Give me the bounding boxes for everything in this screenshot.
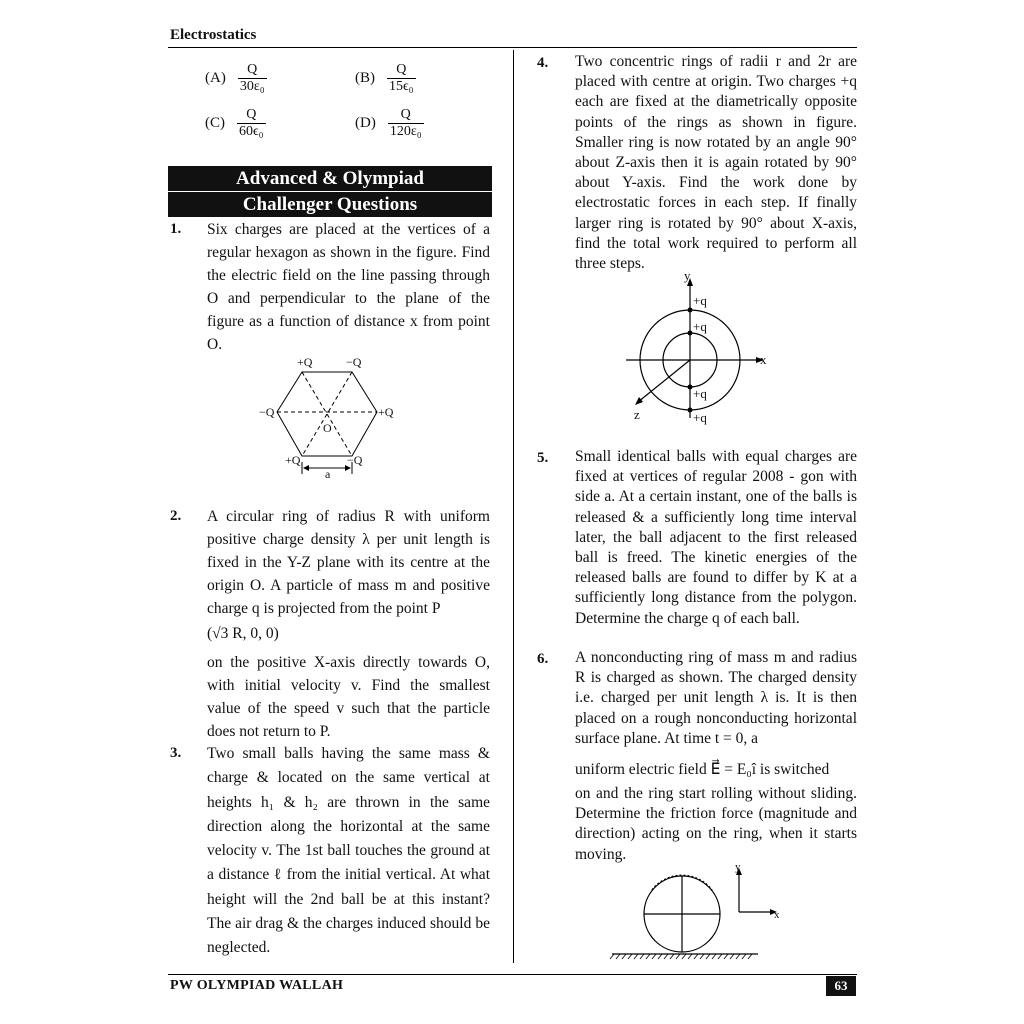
question-3-text: Two small balls having the same mass & charge & located on the same vertical at heights h₁ & h₂ are thrown in the same direction along the horizontal at the same velocity v. The 1st ball touches the ground at a distance ℓ from the initial vertical. At what height will the 2nd ball be at this instant? The air drag & the charges induced should be neglected. <box>207 745 490 957</box>
footer-brand: PW OLYMPIAD WALLAH <box>170 978 344 993</box>
option-a <box>205 62 267 95</box>
option-a-denominator: 30ε₀ <box>239 79 265 94</box>
option-d-fraction <box>388 107 424 140</box>
hexagon-figure <box>255 352 405 482</box>
column-divider <box>513 50 514 963</box>
question-2-point: (√3 R, 0, 0) <box>207 625 279 642</box>
section-banner-line2: Challenger Questions <box>168 192 492 217</box>
option-c-label: (C) <box>205 115 225 131</box>
x-axis-label: x <box>760 352 767 367</box>
charge-inner-bottom: +q <box>693 386 707 401</box>
question-2-text-2: on the positive X-axis directly towards O, with initial velocity v. Find the smallest value of the speed v such that the particle does not return to P. <box>207 654 490 740</box>
header-rule <box>168 47 857 48</box>
option-b-label: (B) <box>355 70 375 86</box>
option-b-fraction <box>387 62 416 95</box>
side-length-label: a <box>325 467 331 481</box>
hexagon-diagonals <box>277 372 377 456</box>
question-5-number: 5. <box>537 450 549 466</box>
option-a-label: (A) <box>205 70 226 86</box>
center-label-o: O <box>323 421 332 435</box>
question-6-number: 6. <box>537 651 549 667</box>
question-2-number: 2. <box>170 508 182 524</box>
charge-right: +Q <box>378 405 394 419</box>
question-6-text-2: uniform electric field E⃗ = E₀î is switched <box>575 761 830 778</box>
option-c-denominator: 60ϵ₀ <box>239 124 264 139</box>
question-1-number: 1. <box>170 221 182 237</box>
fig-y-label: y <box>735 862 741 873</box>
concentric-rings-figure <box>620 268 780 428</box>
question-6-text-3: on and the ring start rolling without sliding. Determine the friction force (magnitude and direction) acting on the ring, when it starts moving. <box>575 785 857 863</box>
option-d <box>355 107 424 140</box>
option-c-fraction <box>237 107 266 140</box>
charged-ring-figure <box>608 862 788 962</box>
section-banner-line1: Advanced & Olympiad <box>168 166 492 191</box>
option-d-label: (D) <box>355 115 376 131</box>
charge-top-right: −Q <box>346 355 362 369</box>
question-4-text: Two concentric rings of radii r and 2r are placed with centre at origin. Two charges +q each are fixed at the diametrically opposite points of the rings as shown in figure. Smaller ring is now rotated by an angle 90° about Z-axis then it is again rotated by 90° about Y-axis. Find the work done by electrostatic forces in each step. If finally larger ring is rotated by 90° about X-axis, find the total work required to perform all three steps. <box>575 53 857 273</box>
option-c-numerator: Q <box>237 107 266 124</box>
question-3-number: 3. <box>170 745 182 761</box>
y-axis-label: y <box>684 268 691 283</box>
question-6-text-1: A nonconducting ring of mass m and radius R is charged as shown. The charged density i.e. charged per unit length λ is. It is then placed on a rough nonconducting horizontal surface plane. At time t = 0, a <box>575 649 857 747</box>
chapter-title: Electrostatics <box>170 27 257 43</box>
option-b <box>355 62 416 95</box>
charge-outer-top: +q <box>693 293 707 308</box>
charge-left: −Q <box>259 405 275 419</box>
footer-rule <box>168 974 857 975</box>
question-2-text-1: A circular ring of radius R with uniform positive charge density λ per unit length is fixed in the Y-Z plane with its centre at the origin O. A particle of mass m and positive charge q is projected from the point P <box>207 508 490 617</box>
option-d-numerator: Q <box>388 107 424 124</box>
page-number: 63 <box>826 976 856 996</box>
option-a-numerator: Q <box>238 62 267 79</box>
charge-bottom-left: +Q <box>285 453 301 467</box>
option-c <box>205 107 266 140</box>
option-a-fraction <box>238 62 267 95</box>
option-b-numerator: Q <box>387 62 416 79</box>
fig-x-label: x <box>774 909 780 921</box>
question-5-text: Small identical balls with equal charges are fixed at vertices of regular 2008 - gon with side a. At a certain instant, one of the balls is released & a sufficiently long time interval later, the ball adjacent to the first released ball is freed. The kinetic energies of the released balls are found to differ by K at a sufficiently long distance from the polygon. Determine the charge q of each ball. <box>575 448 857 627</box>
option-b-denominator: 15ϵ₀ <box>389 79 414 94</box>
charge-outer-bottom: +q <box>693 410 707 425</box>
option-d-denominator: 120ε₀ <box>389 124 422 139</box>
hexagon-outline <box>277 372 377 456</box>
question-4-number: 4. <box>537 55 549 71</box>
charge-inner-top: +q <box>693 319 707 334</box>
question-1-text: Six charges are placed at the vertices of a regular hexagon as shown in the figure. Find the electric field on the line passing through O and perpendicular to the plane of the figure as a function of distance x from point O. <box>207 221 490 353</box>
z-axis-label: z <box>634 407 640 422</box>
charge-bottom-right: −Q <box>347 453 363 467</box>
charge-top-left: +Q <box>297 355 313 369</box>
